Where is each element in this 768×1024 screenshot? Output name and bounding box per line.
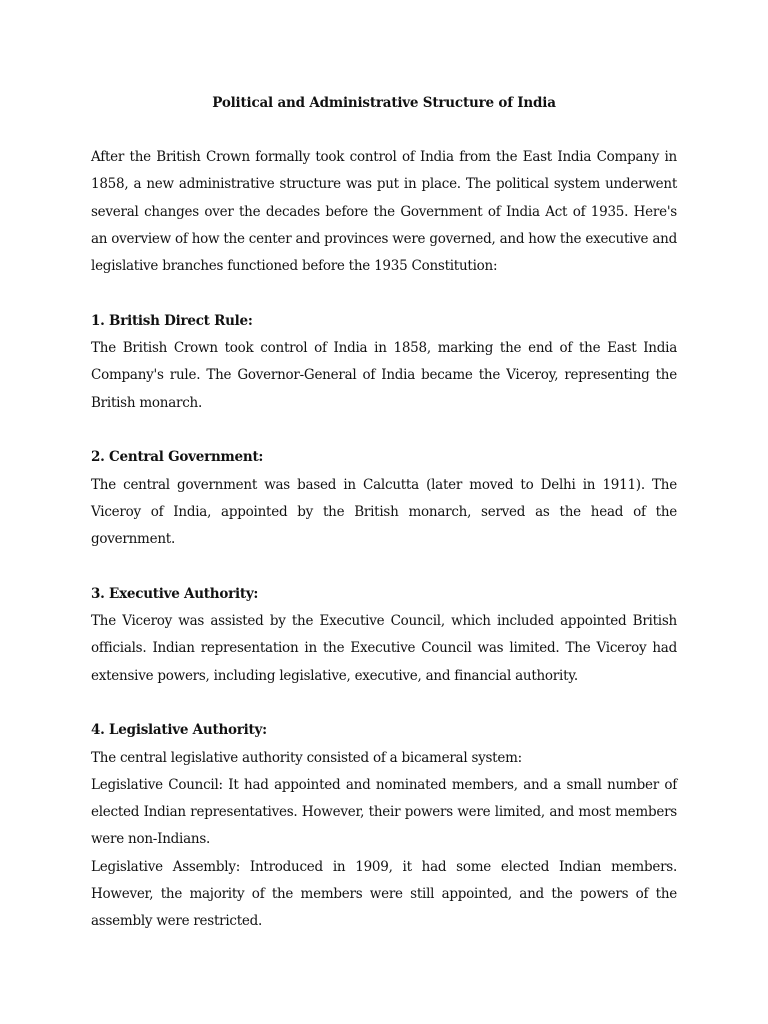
section-heading-executive-authority: 3. Executive Authority: [91,585,259,602]
section-paragraph: The Viceroy was assisted by the Executive Council, which included appointed British officials. Indian representation in the Executive Council was limited. The Viceroy had extensive powers, including legislative, executive, and financial authority. [91,613,677,684]
section-paragraph: The British Crown took control of India in 1858, marking the end of the East India Company's rule. The Governor-General of India became the Viceroy, representing the British monarch. [91,340,677,411]
section-heading-british-direct-rule: 1. British Direct Rule: [91,312,253,329]
section-paragraph-legislative-assembly: Legislative Assembly: Introduced in 1909, it had some elected Indian members. However, the majority of the members were still appointed, and the powers of the assembly were restricted. [91,858,677,930]
document-body [91,144,677,936]
spacer [91,553,677,580]
spacer [91,690,677,717]
spacer [91,280,677,307]
section-paragraph: The central government was based in Calcutta (later moved to Delhi in 1911). The Viceroy of India, appointed by the British monarch, served as the head of the government. [91,476,677,548]
section-heading-legislative-authority: 4. Legislative Authority: [91,722,267,739]
section-paragraph-legislative-council: Legislative Council: It had appointed and nominated members, and a small number of elected Indian representatives. However, their powers were limited, and most members were non-Indians. [91,776,677,848]
section-paragraph: The central legislative authority consisted of a bicameral system: [91,749,522,766]
spacer [91,417,677,444]
document-title: Political and Administrative Structure of India [212,95,556,111]
section-heading-central-government: 2. Central Government: [91,449,264,466]
intro-paragraph: After the British Crown formally took control of India from the East India Company in 1858, a new administrative structure was put in place. The political system underwent several changes over the decades before the Government of India Act of 1935. Here's an overview of how the center and provinces were governed, and how the executive and legislative branches functioned before the 1935 Constitution: [91,149,677,275]
